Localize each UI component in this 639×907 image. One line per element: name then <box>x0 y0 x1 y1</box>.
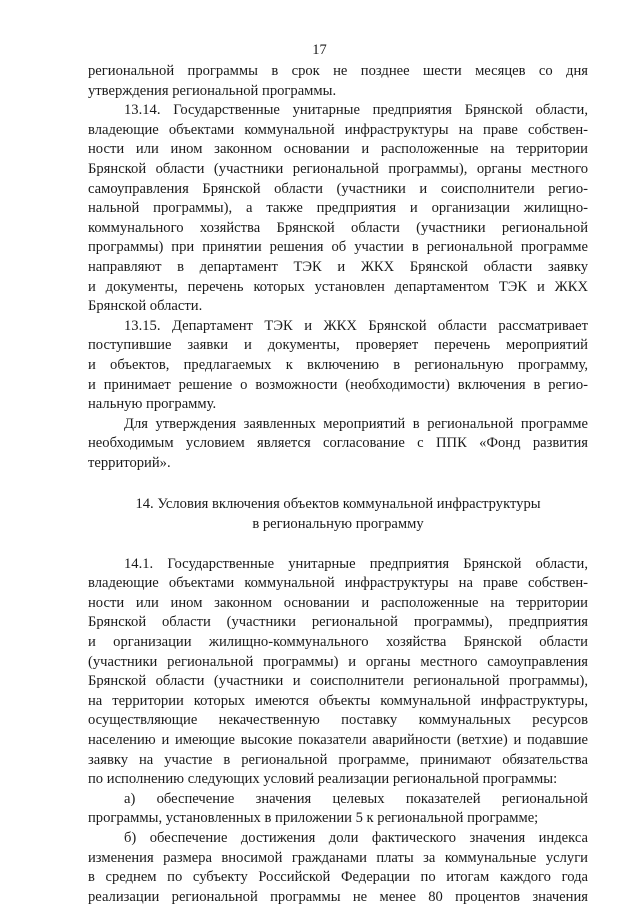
text-line: а) обеспечение значения целевых показателей региональной <box>124 790 588 807</box>
text-line: нальной программы), а также предприятия и организации жилищно- <box>88 200 588 217</box>
text-line: Для утверждения заявленных мероприятий в региональной программе <box>124 415 588 432</box>
text-line: самоуправления Брянской области (участники и соисполнители регио- <box>88 180 588 197</box>
section-heading <box>88 495 588 534</box>
text-line: 13.15. Департамент ТЭК и ЖКХ Брянской области рассматривает <box>124 317 588 334</box>
heading-line: в региональную программу <box>252 516 424 533</box>
text-line: Брянской области. <box>88 298 203 315</box>
paragraph-14-1 <box>88 555 588 790</box>
heading-line: 14. Условия включения объектов коммунальной инфраструктуры <box>135 496 541 513</box>
paragraph-13-14 <box>88 101 588 317</box>
text-line: ности или ином законном основании и расположенные на территории <box>88 594 588 611</box>
text-line: осуществляющие некачественную поставку коммунальных ресурсов <box>88 712 588 729</box>
text-line: и принимает решение о возможности (необходимости) включения в регио- <box>88 376 588 393</box>
text-line: нальную программу. <box>88 396 217 413</box>
text-line: по исполнению следующих условий реализации региональной программы: <box>88 771 558 788</box>
list-item-b <box>88 829 588 907</box>
text-line: (участники региональной программы) и органы местного самоуправления <box>88 653 588 670</box>
text-line: Брянской области (участники и соисполнители региональной программы), <box>88 673 588 690</box>
text-line: региональной программы в срок не позднее шести месяцев со дня <box>88 63 588 79</box>
text-line: на территории которых имеются объекты коммунальной инфраструктуры, <box>88 692 588 709</box>
paragraph <box>88 415 588 474</box>
text-line: владеющие объектами коммунальной инфраструктуры на праве собствен- <box>88 121 588 138</box>
text-line: необходимым условием является согласование с ППК «Фонд развития <box>88 435 588 452</box>
document-body <box>88 62 588 907</box>
text-line: программы) при принятии решения об участии в региональной программе <box>88 239 588 256</box>
paragraph <box>88 62 588 101</box>
text-line: Брянской области (участники региональной программы), предприятия <box>88 614 588 631</box>
text-line: б) обеспечение достижения доли фактического значения индекса <box>124 829 588 846</box>
text-line: утверждения региональной программы. <box>88 82 337 99</box>
text-line: владеющие объектами коммунальной инфраструктуры на праве собствен- <box>88 575 588 592</box>
text-line: реализации региональной программы не менее 80 процентов значения <box>88 888 588 905</box>
text-line: в среднем по субъекту Российской Федерации по итогам каждого года <box>88 869 588 886</box>
text-line: населению и имеющие высокие показатели аварийности (ветхие) и подавшие <box>88 732 588 748</box>
text-line: 14.1. Государственные унитарные предприятия Брянской области, <box>124 555 588 572</box>
text-line: коммунального хозяйства Брянской области (участники региональной <box>88 219 588 236</box>
text-line: изменения размера вносимой гражданами платы за коммунальные услуги <box>88 849 588 866</box>
text-line: 13.14. Государственные унитарные предприятия Брянской области, <box>124 102 588 119</box>
list-item-a <box>88 790 588 829</box>
text-line: Брянской области (участники региональной программы), органы местного <box>88 160 588 177</box>
text-line: территорий». <box>88 454 171 471</box>
text-line: и организации жилищно-коммунального хозяйства Брянской области <box>88 634 588 651</box>
page-number: 17 <box>312 42 327 58</box>
text-line: направляют в департамент ТЭК и ЖКХ Брянской области заявку <box>88 258 588 275</box>
text-line: программы, установленных в приложении 5 к региональной программе; <box>88 810 539 827</box>
text-line: поступившие заявки и документы, проверяет перечень мероприятий <box>88 337 588 354</box>
text-line: и документы, перечень которых установлен департаментом ТЭК и ЖКХ <box>88 278 588 295</box>
paragraph-13-15 <box>88 317 588 415</box>
text-line: ности или ином законном основании и расположенные на территории <box>88 141 588 158</box>
text-line: заявку на участие в региональной программе, принимают обязательства <box>88 751 588 768</box>
text-line: и объектов, предлагаемых к включению в региональную программу, <box>88 356 588 373</box>
